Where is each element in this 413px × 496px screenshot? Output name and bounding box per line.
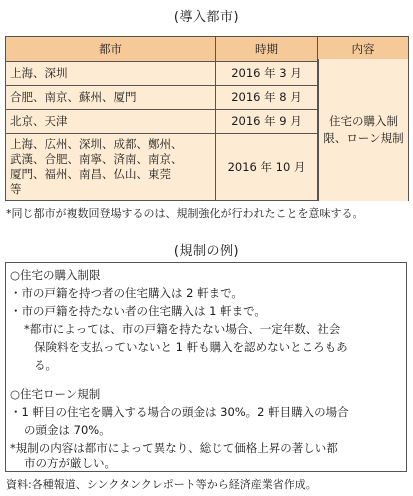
header-content: 内容	[318, 37, 409, 62]
list-item-continued: の頭金は 70%。	[24, 423, 111, 437]
section-heading: ○住宅ローン規制	[10, 387, 101, 401]
cities-line: 上海、広州、深圳、成都、鄭州、	[10, 137, 183, 151]
cities-cell: 上海、深圳	[6, 62, 216, 86]
regulation-examples-box	[5, 262, 407, 472]
cities-line: 等	[10, 182, 22, 196]
table-header-row	[6, 37, 409, 62]
period-cell: 2016 年 8 月	[216, 86, 318, 110]
cities-line: 武漢、合肥、南寧、済南、南京、	[10, 152, 183, 166]
header-period: 時期	[216, 37, 318, 62]
table-footnote: *同じ都市が複数回登場するのは、規制強化が行われたことを意味する。	[6, 207, 364, 220]
period-cell: 2016 年 10 月	[216, 134, 318, 201]
list-item: ・市の戸籍を持つ者の住宅購入は 2 軒まで。	[10, 286, 243, 300]
content-cell	[318, 59, 408, 201]
note-line: *規制の内容は都市によって異なり、総じて価格上昇の著しい都	[10, 441, 338, 455]
list-item: ・1 軒目の住宅を購入する場合の頭金は 30%。2 軒目購入の場合	[10, 405, 349, 419]
cities-cell: 合肥、南京、蘇州、厦門	[6, 86, 216, 110]
content-line: 限、ローン規制	[323, 131, 404, 145]
cities-cell: 北京、天津	[6, 110, 216, 134]
period-cell: 2016 年 3 月	[216, 62, 318, 86]
content-line: 住宅の購入制	[329, 114, 398, 128]
note-line: 市の方が厳しい。	[24, 456, 116, 470]
section-heading: ○住宅の購入制限	[10, 268, 101, 282]
cities-line: 厦門、福州、南昌、仏山、東莞	[10, 167, 171, 181]
period-cell: 2016 年 9 月	[216, 110, 318, 134]
note-line: *都市によっては、市の戸籍を持たない場合、一定年数、社会	[24, 322, 341, 336]
examples-title: (規制の例)	[173, 244, 240, 259]
source-note: 資料:各種報道、シンクタンクレポート等から経済産業省作成。	[6, 478, 317, 491]
intro-cities-title: (導入都市)	[173, 10, 240, 25]
header-cities: 都市	[6, 37, 216, 62]
note-line: る。	[34, 358, 57, 372]
note-line: 保険料を支払っていないと 1 軒も購入を認めないところもあ	[34, 340, 348, 354]
cities-cell-multi	[6, 134, 216, 201]
list-item: ・市の戸籍を持たない者の住宅購入は 1 軒まで。	[10, 304, 266, 318]
